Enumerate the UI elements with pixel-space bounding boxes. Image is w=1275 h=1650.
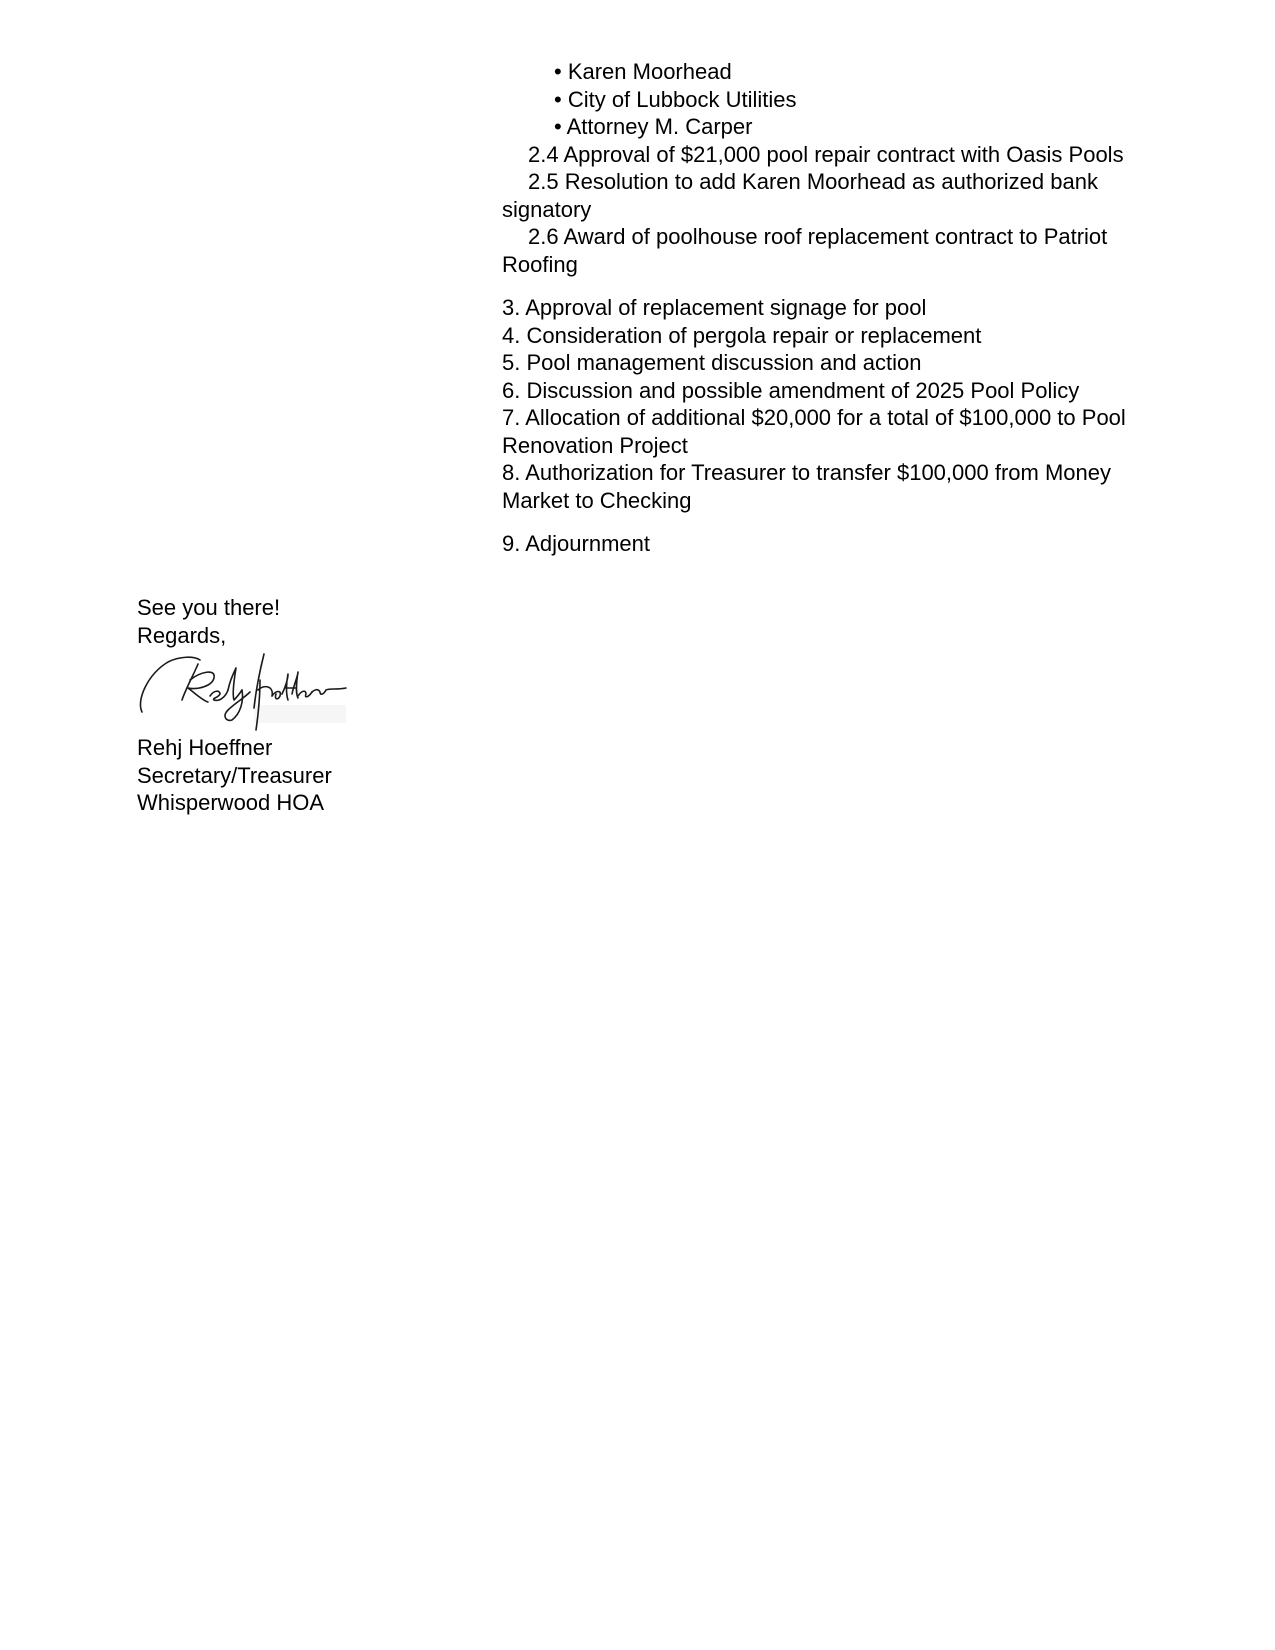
- signature-block: [137, 734, 332, 817]
- signer-name: Rehj Hoeffner: [137, 735, 273, 760]
- signer-title: Secretary/Treasurer: [137, 762, 332, 788]
- agenda-item: 8. Authorization for Treasurer to transfer $100,000 from Money Market to Checking: [502, 460, 1111, 513]
- signer-organization: Whisperwood HOA: [137, 790, 325, 815]
- agenda-item: 5. Pool management discussion and action: [502, 350, 922, 375]
- agenda-sub-item: 2.6 Award of poolhouse roof replacement contract to Patriot Roofing: [502, 224, 1108, 277]
- agenda-list: [502, 58, 1202, 558]
- handwritten-signature: [136, 650, 356, 732]
- agenda-item: 4. Consideration of pergola repair or replacement: [502, 322, 982, 348]
- agenda-item: 7. Allocation of additional $20,000 for a total of $100,000 to Pool Renovation Project: [502, 405, 1126, 458]
- agenda-bullet-item: • City of Lubbock Utilities: [554, 86, 797, 112]
- agenda-bullet-item: • Karen Moorhead: [554, 59, 732, 84]
- closing-salutation: Regards,: [137, 622, 227, 648]
- agenda-sub-item: 2.5 Resolution to add Karen Moorhead as authorized bank signatory: [502, 169, 1098, 222]
- agenda-item: 3. Approval of replacement signage for pool: [502, 295, 927, 320]
- agenda-bullet-item: • Attorney M. Carper: [554, 114, 753, 139]
- agenda-item: 6. Discussion and possible amendment of 2025 Pool Policy: [502, 377, 1080, 403]
- closing: [137, 594, 280, 649]
- agenda-item-adjournment: 9. Adjournment: [502, 531, 650, 556]
- agenda-sub-item: 2.4 Approval of $21,000 pool repair contract with Oasis Pools: [528, 141, 1124, 167]
- closing-line: See you there!: [137, 595, 281, 620]
